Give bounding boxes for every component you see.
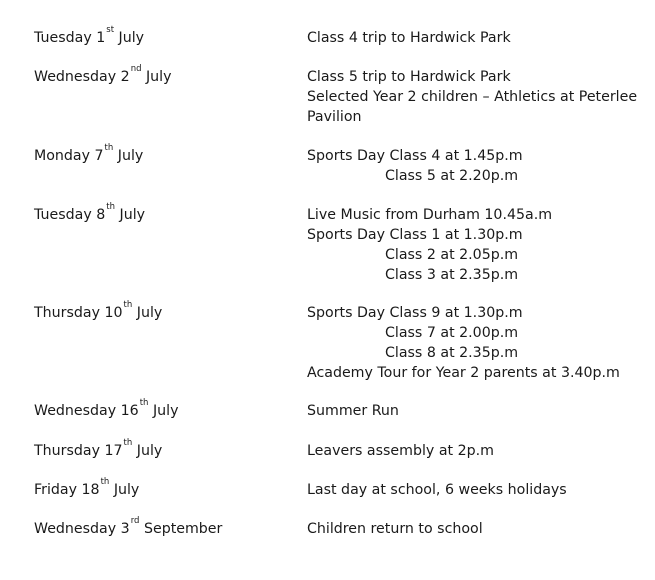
- date-month: July: [136, 305, 163, 321]
- event-line-indented: Class 7 at 2.00p.m: [385, 325, 519, 341]
- date-suffix: th: [100, 477, 110, 487]
- date-month: July: [119, 207, 146, 223]
- date-suffix: rd: [130, 516, 140, 526]
- date-day: Thursday 10: [34, 305, 123, 321]
- event-list: [307, 401, 642, 421]
- date-month: July: [113, 482, 140, 498]
- date-label: [34, 398, 179, 421]
- event-line: Class 4 trip to Hardwick Park: [307, 30, 511, 46]
- event-list: [307, 441, 642, 461]
- date-label: [34, 143, 144, 166]
- event-line: Summer Run: [307, 403, 399, 419]
- date-day: Wednesday 2: [34, 69, 130, 85]
- event-line: Live Music from Durham 10.45a.m: [307, 207, 553, 223]
- event-line: Sports Day Class 4 at 1.45p.m: [307, 148, 523, 164]
- date-month: July: [118, 30, 145, 46]
- date-label: [34, 438, 163, 461]
- date-month: July: [136, 443, 163, 459]
- date-month: September: [143, 521, 223, 537]
- event-line: Pavilion: [307, 109, 362, 125]
- event-line: Children return to school: [307, 521, 483, 537]
- event-list: [307, 146, 642, 186]
- date-label: [34, 300, 163, 323]
- event-line-indented: Class 3 at 2.35p.m: [385, 267, 519, 283]
- event-line-indented: Class 2 at 2.05p.m: [385, 247, 519, 263]
- event-line-indented: Class 8 at 2.35p.m: [385, 345, 519, 361]
- event-list: [307, 519, 642, 539]
- date-day: Monday 7: [34, 148, 104, 164]
- date-month: July: [152, 403, 179, 419]
- event-list: [307, 28, 642, 48]
- event-line: Class 5 trip to Hardwick Park: [307, 69, 511, 85]
- date-day: Wednesday 16: [34, 403, 139, 419]
- date-label: [34, 64, 172, 87]
- event-line-indented: Class 5 at 2.20p.m: [385, 168, 519, 184]
- date-suffix: st: [106, 25, 115, 35]
- event-list: [307, 205, 642, 285]
- event-list: [307, 480, 642, 500]
- date-day: Tuesday 1: [34, 30, 106, 46]
- date-day: Wednesday 3: [34, 521, 130, 537]
- event-line: Last day at school, 6 weeks holidays: [307, 482, 567, 498]
- date-day: Tuesday 8: [34, 207, 106, 223]
- event-line: Leavers assembly at 2p.m: [307, 443, 494, 459]
- date-suffix: th: [104, 143, 114, 153]
- event-list: [307, 67, 642, 127]
- date-month: July: [117, 148, 144, 164]
- date-suffix: th: [106, 202, 115, 212]
- date-suffix: th: [123, 300, 133, 310]
- date-suffix: th: [123, 438, 133, 448]
- event-line: Sports Day Class 1 at 1.30p.m: [307, 227, 523, 243]
- date-label: [34, 25, 145, 48]
- date-label: [34, 202, 146, 225]
- date-suffix: nd: [130, 64, 142, 74]
- date-day: Friday 18: [34, 482, 100, 498]
- event-line: Academy Tour for Year 2 parents at 3.40p.m: [307, 365, 620, 381]
- date-label: [34, 516, 223, 539]
- date-label: [34, 477, 140, 500]
- date-day: Thursday 17: [34, 443, 123, 459]
- event-list: [307, 303, 642, 383]
- event-line: Sports Day Class 9 at 1.30p.m: [307, 305, 523, 321]
- event-line: Selected Year 2 children – Athletics at Peterlee: [307, 89, 638, 105]
- date-month: July: [146, 69, 172, 85]
- date-suffix: th: [139, 398, 149, 408]
